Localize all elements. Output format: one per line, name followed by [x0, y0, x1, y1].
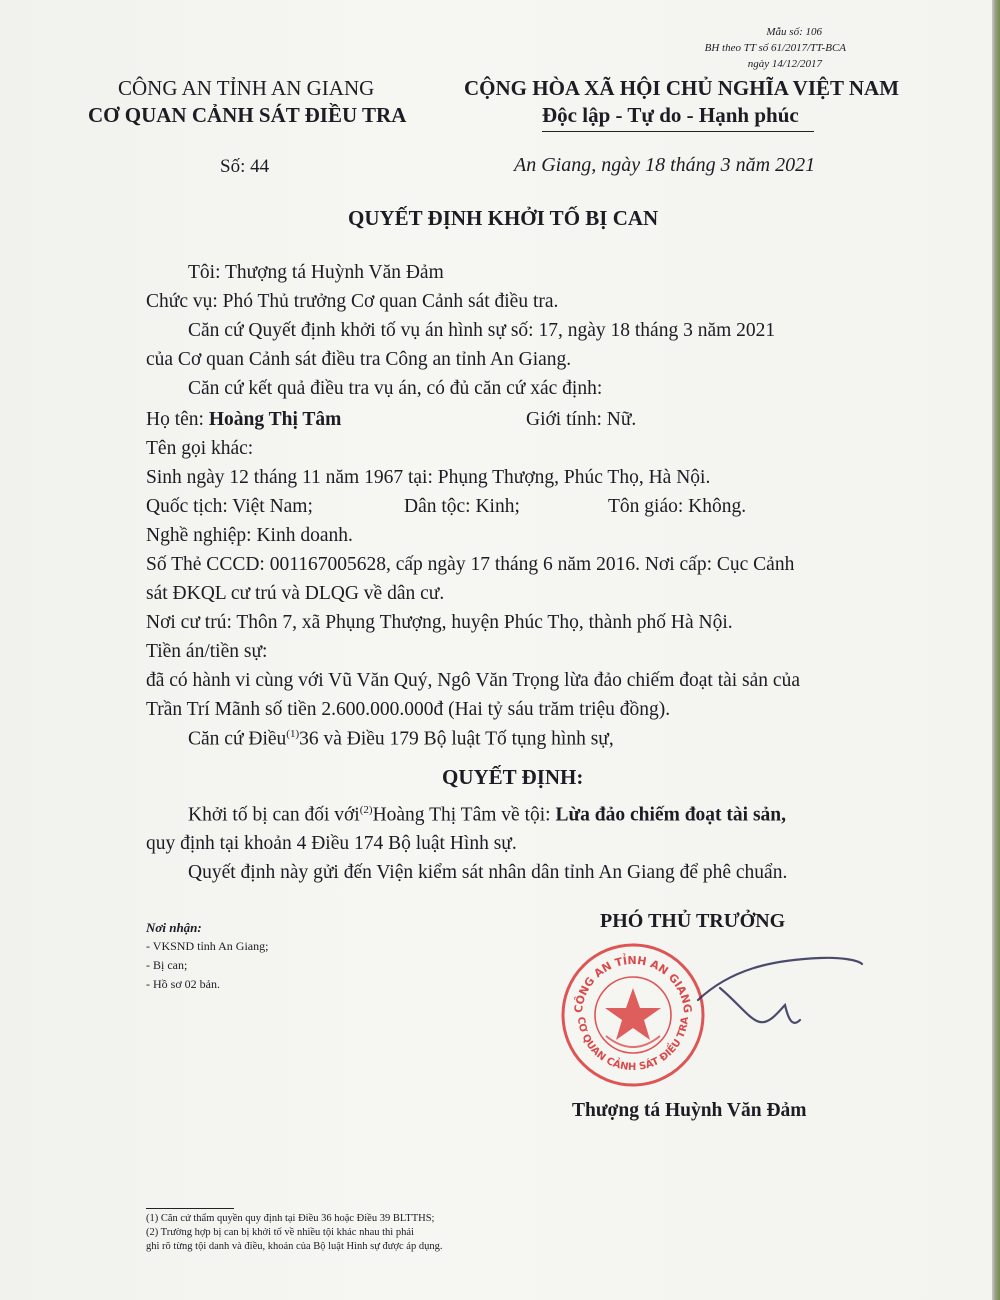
- birth-line: Sinh ngày 12 tháng 11 năm 1967 tại: Phụng Thượng, Phúc Thọ, Hà Nội.: [146, 467, 711, 488]
- footnote-ref-1: (1): [286, 728, 300, 740]
- footnote-2-cont: ghi rõ từng tội danh và điều, khoản của Bộ luật Hình sự được áp dụng.: [146, 1241, 443, 1252]
- footnote-1: (1) Căn cứ thẩm quyền quy định tại Điều 36 hoặc Điều 39 BLTTHS;: [146, 1213, 435, 1224]
- basis1-line1: Căn cứ Quyết định khởi tố vụ án hình sự số: 17, ngày 18 tháng 3 năm 2021: [188, 320, 776, 341]
- handwritten-signature: [690, 950, 870, 1060]
- page-edge-background: [992, 0, 1000, 1300]
- religion: Tôn giáo: Không.: [608, 496, 747, 517]
- footnote-ref-2: (2): [359, 804, 373, 816]
- decision-heading: QUYẾT ĐỊNH:: [442, 765, 584, 789]
- decision-line1-b: Hoàng Thị Tâm về tội:: [372, 804, 556, 826]
- gender-line: Giới tính: Nữ.: [526, 409, 637, 430]
- seal-top-text: CÔNG AN TỈNH AN GIANG: [571, 953, 695, 1014]
- document-title: QUYẾT ĐỊNH KHỞI TỐ BỊ CAN: [348, 206, 659, 230]
- residence-line: Nơi cư trú: Thôn 7, xã Phụng Thượng, huyện Phúc Thọ, thành phố Hà Nội.: [146, 612, 733, 633]
- motto-underline: [542, 131, 814, 132]
- legal-basis-b: 36 và Điều 179 Bộ luật Tố tụng hình sự,: [299, 728, 614, 750]
- name-label: Họ tên:: [146, 409, 209, 430]
- national-motto: Độc lập - Tự do - Hạnh phúc: [542, 103, 799, 127]
- decision-line3: Quyết định này gửi đến Viện kiểm sát nhân dân tỉnh An Giang để phê chuẩn.: [188, 862, 788, 883]
- form-issued-by: BH theo TT số 61/2017/TT-BCA: [704, 42, 846, 54]
- form-date: ngày 14/12/2017: [747, 58, 822, 70]
- act-line2: Trần Trí Mãnh số tiền 2.600.000.000đ (Hai tỷ sáu trăm triệu đồng).: [146, 699, 671, 720]
- name-line: [146, 409, 341, 431]
- footnote-divider: [146, 1208, 234, 1209]
- recipient-item: - Bị can;: [146, 958, 188, 972]
- place-date: An Giang, ngày 18 tháng 3 năm 2021: [514, 154, 816, 176]
- record-line: Tiền án/tiền sự:: [146, 641, 268, 662]
- alias-line: Tên gọi khác:: [146, 438, 254, 459]
- seal-star-emblem: [605, 988, 661, 1040]
- decision-line2: quy định tại khoản 4 Điều 174 Bộ luật Hình sự.: [146, 833, 517, 854]
- agency-unit: CƠ QUAN CẢNH SÁT ĐIỀU TRA: [88, 103, 407, 127]
- id-line2: sát ĐKQL cư trú và DLQG về dân cư.: [146, 583, 445, 604]
- official-seal-stamp: [558, 940, 708, 1090]
- decision-line1-a: Khởi tố bị can đối với: [188, 804, 360, 826]
- recipient-item: - Hồ sơ 02 bản.: [146, 977, 221, 991]
- nationality: Quốc tịch: Việt Nam;: [146, 496, 313, 517]
- recipients-label: Nơi nhận:: [146, 920, 202, 935]
- decision-line1: [188, 804, 786, 827]
- document-number: Số: 44: [220, 156, 270, 177]
- charge: Lừa đảo chiếm đoạt tài sản,: [555, 804, 787, 826]
- basis1-line2: của Cơ quan Cảnh sát điều tra Công an tỉnh An Giang.: [146, 349, 572, 370]
- id-line1: Số Thẻ CCCD: 001167005628, cấp ngày 17 tháng 6 năm 2016. Nơi cấp: Cục Cảnh: [146, 554, 795, 575]
- issuer-line: Tôi: Thượng tá Huỳnh Văn Đảm: [188, 262, 444, 283]
- occupation-line: Nghề nghiệp: Kinh doanh.: [146, 525, 353, 546]
- agency-name: CÔNG AN TỈNH AN GIANG: [118, 76, 375, 100]
- basis2-line: Căn cứ kết quả điều tra vụ án, có đủ căn cứ xác định:: [188, 378, 603, 399]
- national-title: CỘNG HÒA XÃ HỘI CHỦ NGHĨA VIỆT NAM: [464, 76, 900, 100]
- form-code: Mẫu số: 106: [766, 26, 822, 38]
- act-line1: đã có hành vi cùng với Vũ Văn Quý, Ngô Văn Trọng lừa đảo chiếm đoạt tài sản của: [146, 670, 800, 691]
- signer-title: PHÓ THỦ TRƯỞNG: [600, 910, 786, 932]
- legal-basis-line: [188, 728, 614, 751]
- footnote-2: (2) Trường hợp bị can bị khởi tố về nhiều tội khác nhau thì phải: [146, 1227, 414, 1238]
- name-value: Hoàng Thị Tâm: [208, 409, 342, 430]
- seal-bottom-text: CƠ QUAN CẢNH SÁT ĐIỀU TRA: [574, 1016, 692, 1074]
- position-line: Chức vụ: Phó Thủ trưởng Cơ quan Cảnh sát điều tra.: [146, 291, 559, 312]
- ethnicity: Dân tộc: Kinh;: [404, 496, 520, 517]
- legal-basis-a: Căn cứ Điều: [188, 728, 287, 750]
- signer-name: Thượng tá Huỳnh Văn Đảm: [572, 1100, 807, 1121]
- recipient-item: - VKSND tỉnh An Giang;: [146, 939, 269, 953]
